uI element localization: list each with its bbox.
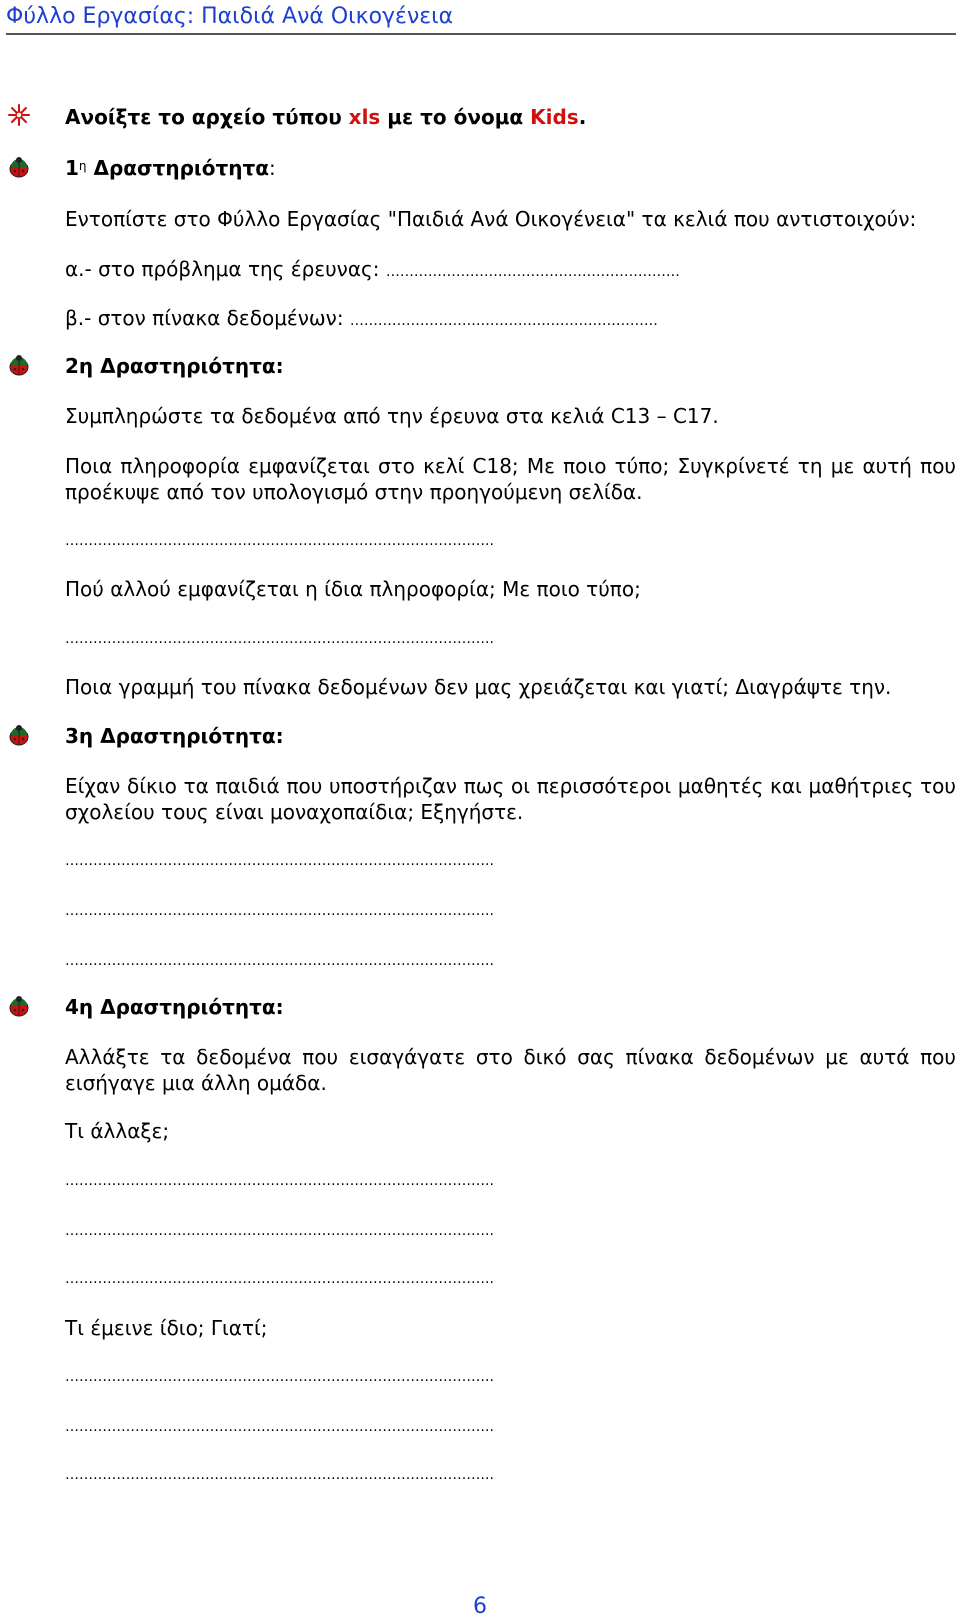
activity4-blank[interactable]: ………………………………………………………………………………..: [65, 1419, 494, 1435]
activity2-blank1[interactable]: ………………………………………………………………………………..: [65, 533, 494, 549]
activity3-title: 3η Δραστηριότητα:: [65, 724, 284, 748]
intro-text-1: Ανοίξτε το αρχείο τύπου: [65, 105, 349, 129]
ladybug-icon: [7, 994, 31, 1018]
activity3-question: Είχαν δίκιο τα παιδιά που υποστήριζαν πως οι περισσότεροι μαθητές και μαθήτριες του σχολείου τους είναι μοναχοπαίδια; Εξηγήστε.: [65, 774, 956, 824]
page-header: [6, 0, 956, 35]
item-a-label: α.- στο πρόβλημα της έρευνας:: [65, 257, 386, 281]
activity1-item-b: [65, 305, 956, 334]
intro-filetype: xls: [348, 105, 381, 129]
activity4-question1: Τι άλλαξε;: [65, 1119, 170, 1143]
activity1-heading: [65, 155, 956, 181]
intro-instruction: [65, 104, 956, 130]
activity1-title: Δραστηριότητα: [86, 156, 269, 180]
ladybug-icon: [7, 155, 31, 179]
activity4-blank[interactable]: ………………………………………………………………………………..: [65, 1223, 494, 1239]
activity1-colon: :: [268, 156, 276, 180]
activity4-question2: Τι έμεινε ίδιο; Γιατί;: [65, 1316, 268, 1340]
item-b-blank[interactable]: …………………………………………………………: [349, 313, 658, 329]
activity2-question3: Ποια γραμμή του πίνακα δεδομένων δεν μας χρειάζεται και γιατί; Διαγράψτε την.: [65, 675, 892, 699]
activity1-instruction: Εντοπίστε στο Φύλλο Εργασίας "Παιδιά Ανά Οικογένεια" τα κελιά που αντιστοιχούν:: [65, 207, 917, 231]
activity2-title: 2η Δραστηριότητα:: [65, 354, 284, 378]
item-a-blank[interactable]: ………………………………………………………: [385, 264, 680, 280]
page-number: 6: [473, 1594, 487, 1619]
activity2-line1: Συμπληρώστε τα δεδομένα από την έρευνα στα κελιά C13 – C17.: [65, 404, 719, 428]
activity2-question2: Πού αλλού εμφανίζεται η ίδια πληροφορία; Με ποιο τύπο;: [65, 577, 641, 601]
item-b-label: β.- στον πίνακα δεδομένων:: [65, 306, 350, 330]
activity4-title: 4η Δραστηριότητα:: [65, 995, 284, 1019]
intro-text-3: .: [578, 105, 587, 129]
activity4-blank[interactable]: ………………………………………………………………………………..: [65, 1369, 494, 1385]
page-title: Φύλλο Εργασίας: Παιδιά Ανά Οικογένεια: [6, 4, 454, 29]
activity3-blank[interactable]: ………………………………………………………………………………..: [65, 953, 494, 969]
activity2-question1: Ποια πληροφορία εμφανίζεται στο κελί C18; Με ποιο τύπο; Συγκρίνετέ τη με αυτή που προέκυψε από τον υπολογισμό στην προηγούμενη σελίδα.: [65, 454, 956, 504]
activity1-item-a: [65, 256, 956, 285]
ladybug-icon: [7, 353, 31, 377]
activity1-superscript: η: [78, 159, 87, 173]
activity2-blank2[interactable]: ………………………………………………………………………………..: [65, 631, 494, 647]
activity1-number: 1: [65, 156, 79, 180]
activity3-blank[interactable]: ………………………………………………………………………………..: [65, 853, 494, 869]
activity4-instruction: Αλλάξτε τα δεδομένα που εισαγάγατε στο δικό σας πίνακα δεδομένων με αυτά που εισήγαγε μια άλλη ομάδα.: [65, 1045, 956, 1095]
intro-filename: Kids: [530, 105, 579, 129]
activity4-blank[interactable]: ………………………………………………………………………………..: [65, 1467, 494, 1483]
activity4-blank[interactable]: ………………………………………………………………………………..: [65, 1173, 494, 1189]
activity4-blank[interactable]: ………………………………………………………………………………..: [65, 1271, 494, 1287]
intro-text-2: με το όνομα: [380, 105, 531, 129]
activity3-blank[interactable]: ………………………………………………………………………………..: [65, 903, 494, 919]
ladybug-icon: [7, 723, 31, 747]
asterisk-flower-icon: [7, 103, 31, 127]
